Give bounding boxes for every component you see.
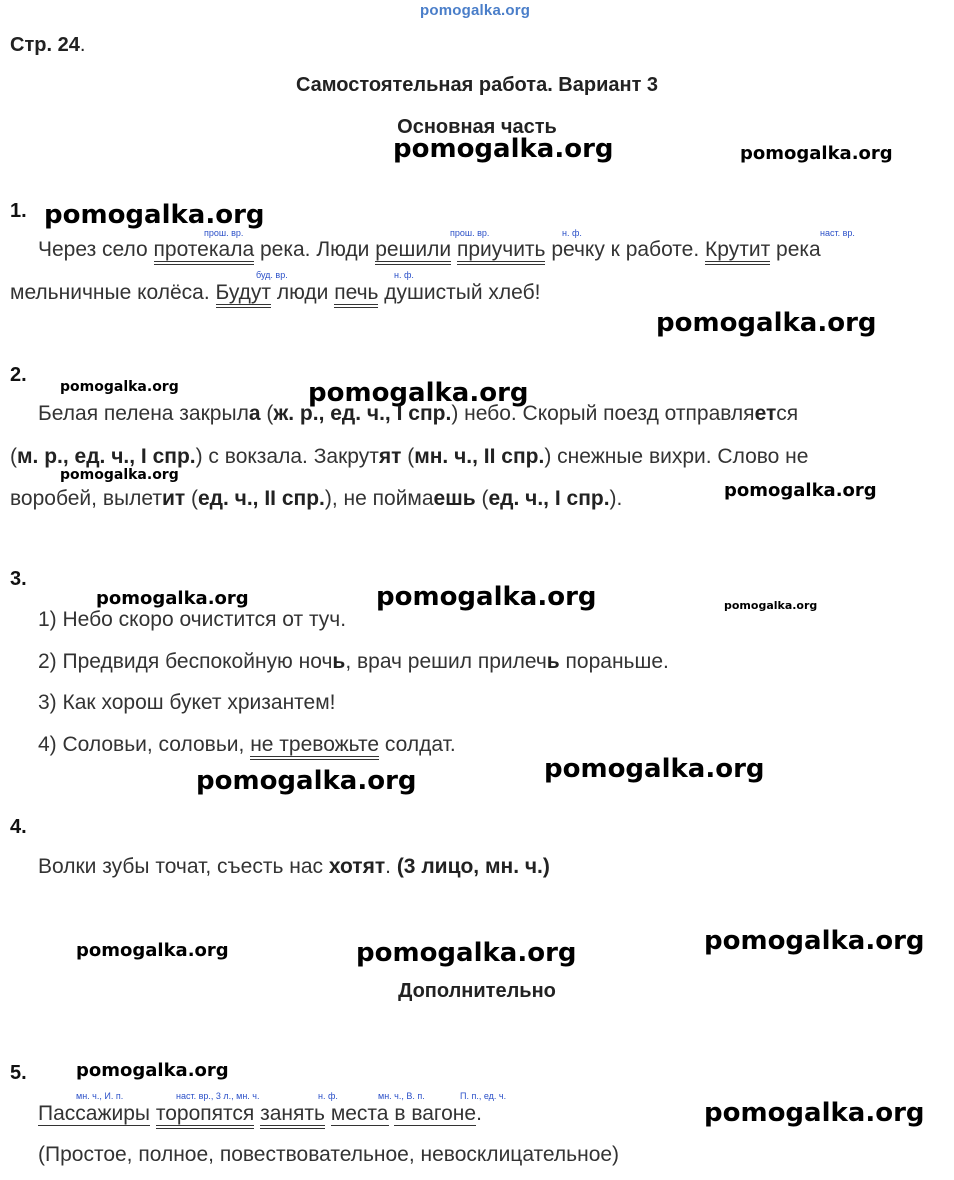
task2-line2: [10, 445, 808, 469]
text: ся: [776, 402, 799, 425]
page-ref-text: Стр. 24: [10, 34, 80, 56]
predicate: не тревожьте: [250, 733, 379, 760]
page-ref-dot: .: [79, 34, 86, 56]
task5-sentence: [38, 1102, 482, 1126]
page-title: Самостоятельная работа. Вариант 3: [295, 74, 659, 96]
text: .: [385, 855, 397, 878]
subject: Пассажиры: [38, 1102, 151, 1125]
watermark: pomogalka.org: [704, 926, 925, 956]
task5-note: наст. вр., 3 л., мн. ч.: [176, 1091, 260, 1101]
text: (: [260, 402, 274, 425]
task3-item2: [38, 650, 669, 674]
text: , врач решил прилеч: [345, 650, 547, 673]
text: (: [401, 445, 415, 468]
ending: ешь: [433, 487, 476, 510]
soft-sign: ь: [546, 650, 560, 673]
object: места: [330, 1102, 389, 1125]
watermark: pomogalka.org: [704, 1098, 925, 1128]
task1-note: н. ф.: [562, 228, 582, 238]
grammar-note: ед. ч., II спр.: [197, 487, 325, 510]
task3-number: 3.: [10, 568, 27, 590]
task5-number: 5.: [10, 1062, 27, 1084]
watermark: pomogalka.org: [60, 467, 179, 483]
text: ) с вокзала. Закрут: [195, 445, 379, 468]
watermark: pomogalka.org: [356, 938, 577, 968]
watermark: pomogalka.org: [60, 379, 179, 395]
text: порань: [559, 650, 635, 673]
watermark: pomogalka.org: [308, 378, 529, 408]
text: 2) Предвидя беспокойную ноч: [38, 650, 333, 673]
task1-note: буд. вр.: [256, 270, 288, 280]
task4-sentence: [38, 855, 550, 879]
watermark: pomogalka.org: [740, 143, 893, 164]
text: ) снежные вихри. Слово не: [544, 445, 809, 468]
section-main-heading: Основная часть: [397, 116, 557, 138]
predicate: решили: [375, 238, 451, 265]
predicate: приучить: [457, 238, 546, 265]
watermark: pomogalka.org: [44, 200, 265, 230]
verb: хотят: [328, 855, 386, 878]
watermark: pomogalka.org: [724, 480, 877, 501]
text: .: [476, 1102, 482, 1125]
watermark: pomogalka.org: [544, 754, 765, 784]
text: 4) Соловьи, соловьи,: [38, 733, 251, 756]
grammar-note: м. р., ед. ч., I спр.: [17, 445, 196, 468]
task2-line3: [10, 487, 622, 511]
text: люди: [271, 281, 335, 304]
adverbial: в вагоне: [394, 1102, 477, 1125]
predicate: занять: [260, 1102, 325, 1129]
text: [150, 1102, 156, 1125]
task2-number: 2.: [10, 364, 27, 386]
task5-note: П. п., ед. ч.: [460, 1091, 507, 1101]
watermark: pomogalka.org: [656, 308, 877, 338]
watermark: pomogalka.org: [393, 134, 614, 164]
text: Белая пелена закрыл: [38, 402, 249, 425]
grammar-note: (3 лицо, мн. ч.): [396, 855, 550, 878]
text: ) небо. Скорый поезд отправля: [451, 402, 755, 425]
page-ref: [10, 34, 85, 57]
text: ).: [609, 487, 623, 510]
grammar-note: ж. р., ед. ч., I спр.: [273, 402, 452, 425]
text: воробей, вылет: [10, 487, 162, 510]
task1-note: прош. вр.: [450, 228, 490, 238]
task4-number: 4.: [10, 816, 27, 838]
soft-sign: ь: [332, 650, 346, 673]
ending: ет: [754, 402, 777, 425]
watermark: pomogalka.org: [724, 599, 818, 612]
task1-line2: [10, 281, 540, 305]
task3-item4: [38, 733, 456, 757]
watermark: pomogalka.org: [196, 766, 417, 796]
text: мельничные колёса.: [10, 281, 216, 304]
task2-line1: [38, 402, 798, 426]
ending: а: [248, 402, 261, 425]
text: (: [10, 445, 17, 468]
predicate: Будут: [216, 281, 272, 308]
text: солдат.: [379, 733, 456, 756]
watermark-top: pomogalka.org: [420, 2, 531, 19]
predicate: протекала: [154, 238, 255, 265]
ending: ит: [161, 487, 186, 510]
text: ), не поймa: [324, 487, 434, 510]
text: душистый хлеб!: [378, 281, 541, 304]
grammar-note: мн. ч., II спр.: [414, 445, 545, 468]
text: река. Люди: [254, 238, 376, 261]
text: Через село: [38, 238, 154, 261]
task3-item3: 3) Как хорош букет хризантем!: [38, 691, 336, 714]
text: [325, 1102, 331, 1125]
watermark: pomogalka.org: [376, 582, 597, 612]
watermark: pomogalka.org: [76, 940, 229, 961]
text: Волки зубы точат, съесть нас: [38, 855, 329, 878]
predicate: печь: [334, 281, 378, 308]
task5-characteristic: (Простое, полное, повествовательное, невосклицательное): [38, 1143, 620, 1166]
text: (: [185, 487, 198, 510]
text: речку к работе.: [545, 238, 706, 261]
watermark: pomogalka.org: [96, 588, 249, 609]
section-extra-heading: Дополнительно: [398, 980, 556, 1002]
task1-line1: [38, 238, 821, 262]
text: река: [770, 238, 821, 261]
task5-note: мн. ч., И. п.: [76, 1091, 124, 1101]
text: (: [475, 487, 489, 510]
predicate: Крутит: [705, 238, 770, 265]
task1-note: наст. вр.: [820, 228, 855, 238]
predicate: торопятся: [156, 1102, 254, 1129]
task5-note: н. ф.: [318, 1091, 338, 1101]
task1-note: н. ф.: [394, 270, 414, 280]
task5-note: мн. ч., В. п.: [378, 1091, 425, 1101]
watermark: pomogalka.org: [76, 1060, 229, 1081]
ending: ят: [378, 445, 402, 468]
task1-number: 1.: [10, 200, 27, 222]
text: ше.: [634, 650, 669, 673]
task1-note: прош. вр.: [204, 228, 244, 238]
task3-item1: 1) Небо скоро очистится от туч.: [38, 608, 347, 631]
grammar-note: ед. ч., I спр.: [488, 487, 610, 510]
